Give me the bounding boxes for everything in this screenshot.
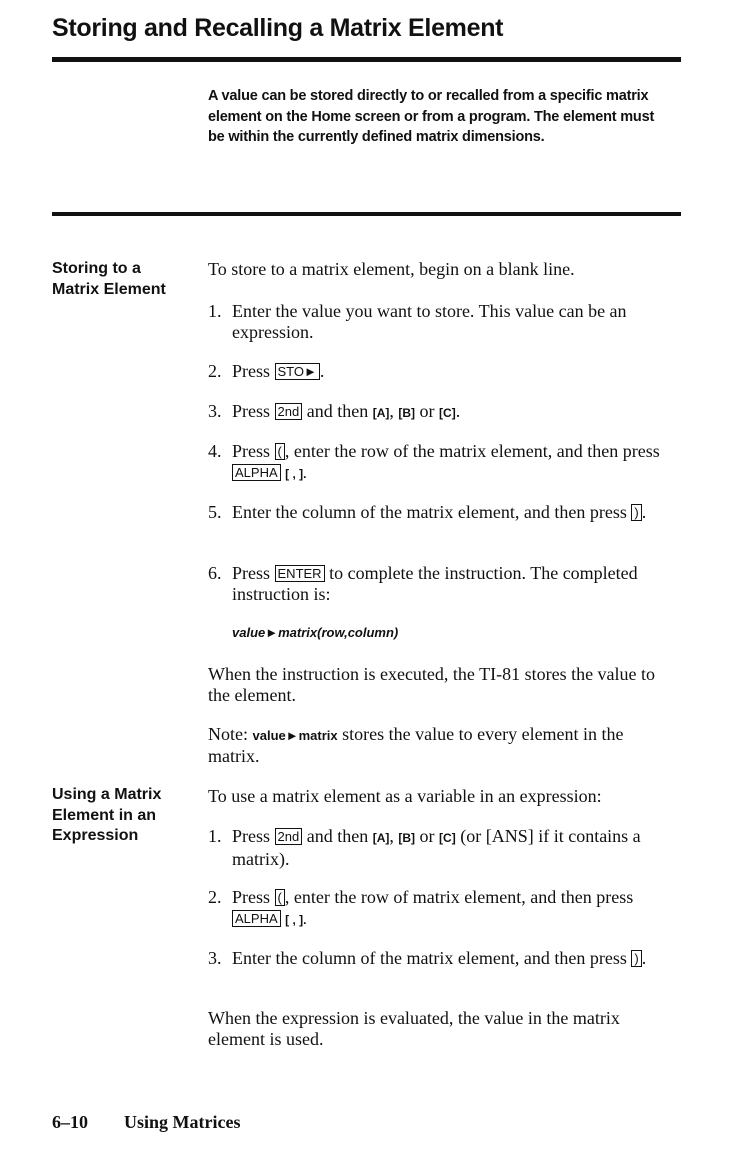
step-number: 2. <box>208 361 222 381</box>
section1-step-4 <box>208 441 668 485</box>
step-number: 4. <box>208 441 222 461</box>
note-paragraph <box>208 724 668 767</box>
instruction-formula: value►matrix(row,column) <box>232 625 399 640</box>
section-rule <box>52 212 681 216</box>
step-mid: to complete the instruction. The completed instruction is: <box>232 563 638 604</box>
step-or: or <box>419 401 435 421</box>
step-press: Press <box>232 887 271 907</box>
step-after: . <box>455 401 461 421</box>
step-number: 5. <box>208 502 222 522</box>
sto-key: STO► <box>275 363 320 380</box>
enter-key: ENTER <box>275 565 325 582</box>
section1-step-1 <box>208 301 668 343</box>
section-heading-expression: Using a Matrix Element in an Expression <box>52 786 162 844</box>
section1-step-3: 3. Press 2nd and then [A], [B] or [C]. <box>208 401 461 421</box>
matrix-a-key: [A] <box>372 406 390 420</box>
section1-step-2 <box>208 361 668 382</box>
step-after: . <box>641 948 647 968</box>
step-mid: and then <box>306 401 369 421</box>
step-number: 1. <box>208 826 222 846</box>
step-press: Press <box>232 826 271 846</box>
matrix-b-key: [B] <box>398 406 416 420</box>
alpha-key: ALPHA <box>232 464 281 481</box>
right-paren-key: ) <box>631 504 641 521</box>
section2-lead: To use a matrix element as a variable in an expression: <box>208 786 602 806</box>
note-code: value►matrix <box>252 728 338 743</box>
step-number: 6. <box>208 563 222 583</box>
note-label: Note: <box>208 724 248 744</box>
section1-executed: When the instruction is executed, the TI-81 stores the value to the element. <box>208 664 656 705</box>
step-press: Press <box>232 441 271 461</box>
step-or: or <box>419 826 435 846</box>
page-footer <box>52 1112 240 1133</box>
section-heading-storing: Storing to a Matrix Element <box>52 260 166 298</box>
left-paren-key: ( <box>275 443 285 460</box>
section2-closing: When the expression is evaluated, the value in the matrix element is used. <box>208 1008 620 1049</box>
step-press: Press <box>232 401 271 421</box>
matrix-c-key: [C] <box>439 406 456 420</box>
section2-step-2 <box>208 887 668 931</box>
title-rule <box>52 57 681 62</box>
section1-step-5 <box>208 502 668 523</box>
section1-step-6 <box>208 563 668 605</box>
step-mid: and then <box>306 826 369 846</box>
page-title: Storing and Recalling a Matrix Element <box>52 14 504 42</box>
right-paren-key: ) <box>631 950 641 967</box>
section2-step-1: 1. Press 2nd and then [A], [B] or [C] (or [ANS] if it contains a matrix). <box>208 826 641 869</box>
2nd-key: 2nd <box>275 828 303 845</box>
step-text: Enter the column of the matrix element, and then press <box>232 948 627 968</box>
matrix-c-key: [C] <box>439 831 456 845</box>
step-number: 3. <box>208 948 222 968</box>
left-paren-key: ( <box>275 889 285 906</box>
step-mid: , enter the row of the matrix element, and then press <box>284 441 660 461</box>
step-number: 2. <box>208 887 222 907</box>
step-press: Press <box>232 361 271 381</box>
comma-key: [ , ]. <box>285 467 307 481</box>
step-mid: , enter the row of matrix element, and then press <box>284 887 634 907</box>
step-ans: (or [ANS] if it contains a matrix). <box>232 826 641 869</box>
page-number: 6–10 <box>52 1112 88 1132</box>
step-number: 1. <box>208 301 222 321</box>
step-text: Enter the column of the matrix element, and then press <box>232 502 627 522</box>
intro-paragraph: A value can be stored directly to or recalled from a specific matrix element on the Home screen or from a program. The element must be within the currently defined matrix dimensions. <box>208 88 655 145</box>
section2-step-3 <box>208 948 668 969</box>
step-number: 3. <box>208 401 222 421</box>
step-after: . <box>319 361 325 381</box>
step-press: Press <box>232 563 271 583</box>
chapter-title: Using Matrices <box>124 1112 241 1132</box>
note-text: stores the value to every element in the matrix. <box>208 724 624 766</box>
matrix-b-key: [B] <box>398 831 416 845</box>
section1-lead: To store to a matrix element, begin on a blank line. <box>208 259 575 279</box>
comma-key: [ , ]. <box>285 913 307 927</box>
alpha-key: ALPHA <box>232 910 281 927</box>
step-text: Enter the value you want to store. This value can be an expression. <box>232 301 627 342</box>
2nd-key: 2nd <box>275 403 303 420</box>
matrix-a-key: [A] <box>372 831 390 845</box>
step-after: . <box>641 502 647 522</box>
